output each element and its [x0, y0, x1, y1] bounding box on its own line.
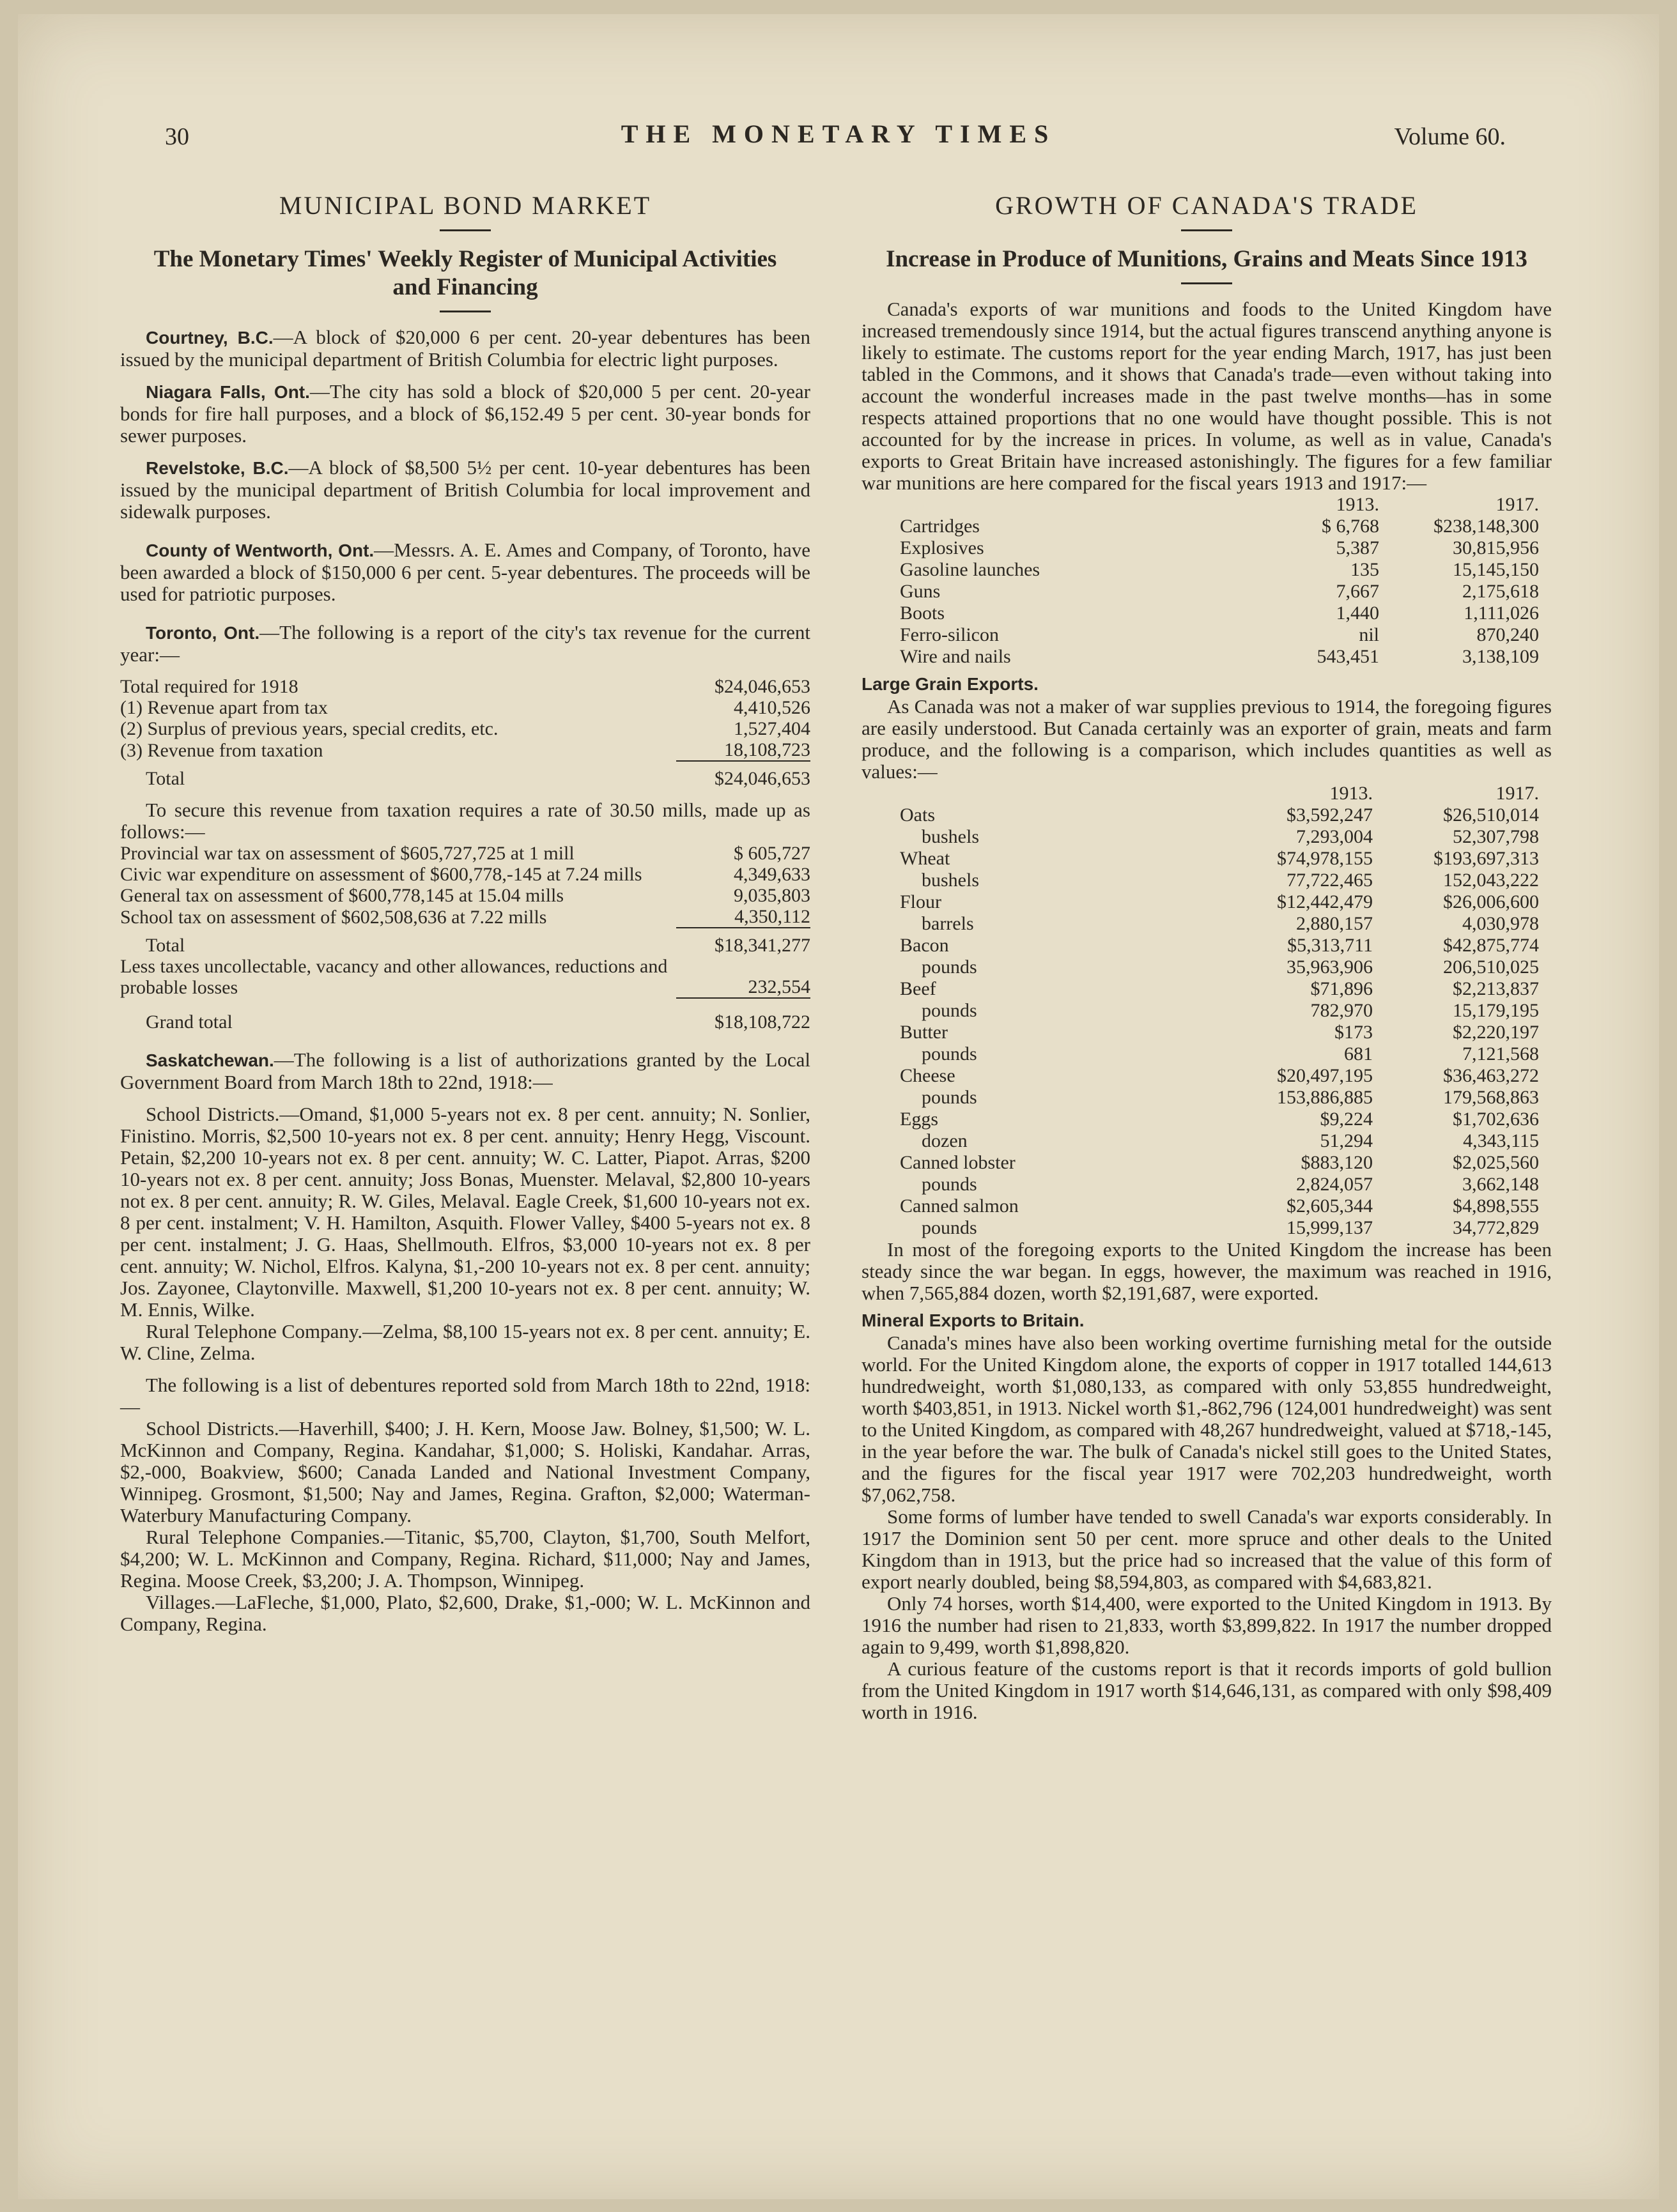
rate-total-amount: $18,341,277 [676, 928, 810, 956]
ledger-label: (3) Revenue from taxation [120, 740, 323, 761]
grain-item: dozen [922, 1130, 968, 1151]
grain-item: Cheese [900, 1065, 955, 1086]
grain-1913-value: 782,970 [1310, 1000, 1373, 1021]
munitions-1917-value: 3,138,109 [1462, 646, 1539, 667]
munitions-row [900, 624, 1539, 646]
grain-1913-value: $12,442,479 [1277, 891, 1373, 912]
subhead-rule [1181, 282, 1232, 284]
rate-label: School tax on assessment of $602,508,636 at 7.22 mills [120, 907, 547, 928]
grain-1917-value: $193,697,313 [1434, 848, 1539, 869]
munitions-item: Guns [900, 581, 941, 602]
grain-1917-value: $2,220,197 [1453, 1022, 1539, 1043]
munitions-1913-value: 7,667 [1336, 581, 1379, 602]
grain-row [900, 1195, 1539, 1217]
news-item: Toronto, Ont.—The following is a report of the city's tax revenue for the current year:— [120, 621, 810, 666]
grain-row [900, 891, 1539, 913]
grain-subhead: Large Grain Exports. [862, 674, 1039, 694]
grain-1917-value: 4,343,115 [1463, 1130, 1539, 1151]
munitions-item: Gasoline launches [900, 559, 1040, 580]
grain-1917-value: $42,875,774 [1443, 935, 1539, 956]
rate-row [120, 885, 810, 906]
grain-item: Canned lobster [900, 1152, 1016, 1173]
grain-1917-value: $36,463,272 [1443, 1065, 1539, 1086]
section-subhead: Increase in Produce of Munitions, Grains and Meats Since 1913 [886, 246, 1527, 272]
grain-row [900, 956, 1539, 978]
grain-1917-value: 152,043,222 [1443, 870, 1539, 891]
munitions-1917-value: 1,111,026 [1464, 603, 1539, 624]
grain-item: Wheat [900, 848, 950, 869]
mineral-text-2: Some forms of lumber have tended to swell Canada's war exports considerably. In 1917 the Dominion sent 50 per cent. more spruce and other deals to the United Kingdom than in 1913, but the price had so increased that the value of this form of export nearly doubled, being $8,594,803, as compared with $4,683,821. [862, 1505, 1552, 1593]
munitions-table [900, 494, 1539, 668]
rate-row [120, 843, 810, 864]
grain-1913-value: $883,120 [1301, 1152, 1373, 1173]
publication-title: THE MONETARY TIMES [621, 119, 1056, 148]
grain-item: Beef [900, 978, 936, 999]
munitions-1913-value: 5,387 [1336, 537, 1379, 558]
grain-1913-value: $5,313,711 [1287, 935, 1373, 956]
grain-row [900, 913, 1539, 935]
grain-row [900, 1174, 1539, 1195]
grain-1913-value: 35,963,906 [1287, 956, 1373, 978]
munitions-1917-value: 15,145,150 [1453, 559, 1539, 580]
ledger-amount: 18,108,723 [724, 739, 810, 760]
grain-1917-value: 15,179,195 [1453, 1000, 1539, 1021]
munitions-1917-value: $238,148,300 [1434, 516, 1539, 537]
ledger-label: (2) Surplus of previous years, special credits, etc. [120, 718, 498, 739]
rate-label: Civic war expenditure on assessment of $600,778,-145 at 7.24 mills [120, 864, 642, 885]
mineral-text-3: Only 74 horses, worth $14,400, were exported to the United Kingdom in 1913. By 1916 the number had risen to 21,833, worth $3,899,822. In 1917 the number dropped again to 9,499, worth $1,898,820. [862, 1592, 1552, 1658]
left-column [120, 185, 810, 1635]
munitions-1917-value: 870,240 [1476, 624, 1539, 645]
rate-text: To secure this revenue from taxation requires a rate of 30.50 mills, made up as follows:— [120, 799, 810, 843]
toronto-revenue-table [120, 676, 810, 789]
grain-1913-value: 51,294 [1320, 1130, 1373, 1151]
munitions-row [900, 646, 1539, 668]
sask-debentures-telephone: Rural Telephone Companies.—Titanic, $5,700, Clayton, $1,700, South Melfort, $4,200; W. L. McKinnon and Company, Regina. Richard, $11,000; Nay and James, Regina. Moose Creek, $3,200; J. A. Thompson, Winnipeg. [120, 1526, 810, 1592]
page-number: 30 [165, 123, 189, 150]
ledger-total-amount: $24,046,653 [676, 761, 810, 789]
mineral-text-1: Canada's mines have also been working overtime furnishing metal for the outside world. For the United Kingdom alone, the exports of copper in 1917 totalled 144,613 hundredweight, worth $1,080,133, as compared with only 53,855 hundredweight, worth $403,851, in 1913. Nickel worth $1,-862,796 (124,001 hundredweight) was sent to the United Kingdom, as compared with 48,267 hundredweight, valued at $718,-145, in the year before the war. The bulk of Canada's nickel still goes to the United States, and the figures for the fiscal year 1917 were 702,203 hundredweight, worth $7,062,758. [862, 1332, 1552, 1506]
grain-col-1913: 1913. [1329, 783, 1373, 804]
sask-school-districts: School Districts.—Omand, $1,000 5-years not ex. 8 per cent. annuity; N. Sonlier, Finistino. Morris, $2,500 10-years not ex. 8 per cent. annuity; Henry Hegg, Viscount. Petain, $2,200 10-years not ex. 8 per cent. annuity; W. C. Latter, Piapot. Arras, $200 10-years not ex. 8 per cent. annuity; Joss Bonas, Muenster. Melaval, $2,800 10-years not ex. 8 per cent. annuity; R. W. Giles, Melaval. Eagle Creek, $1,600 10-years not ex. 8 per cent. instalment; V. H. Hamilton, Asquith. Flower Valley, $400 5-years not ex. 8 per cent. instalment; J. G. Haas, Shellmouth. Elfros, $3,000 10-years not ex. 8 per cent. annuity; W. Nichol, Elfros. Kalyna, $1,-200 10-years not ex. 8 per cent. annuity; Jos. Zayonee, Claytonville. Maxwell, $1,200 10-years not ex. 8 per cent. annuity; W. M. Ennis, Wilke. [120, 1103, 810, 1321]
grain-table [900, 783, 1539, 1239]
munitions-1913-value: 135 [1350, 559, 1379, 580]
sask-debentures-schools: School Districts.—Haverhill, $400; J. H. Kern, Moose Jaw. Bolney, $1,500; W. L. McKinnon and Company, Regina. Kandahar, $1,000; S. Holiski, Kandahar. Arras, $2,-000, Boakview, $600; Canada Landed and National Investment Company, Winnipeg. Grosmont, $1,500; Nay and James, Regina. Grafton, $2,000; Waterman-Waterbury Manufacturing Company. [120, 1417, 810, 1526]
grand-total-label: Grand total [146, 1011, 233, 1033]
rate-amount: 9,035,803 [734, 885, 810, 906]
grain-1913-value: $3,592,247 [1287, 804, 1373, 826]
grain-row [900, 1217, 1539, 1239]
munitions-item: Ferro-silicon [900, 624, 999, 645]
munitions-1913-value: $ 6,768 [1322, 516, 1379, 537]
grain-1917-value: $2,213,837 [1453, 978, 1539, 999]
grain-col-1917: 1917. [1495, 783, 1539, 804]
news-item: Niagara Falls, Ont.—The city has sold a block of $20,000 5 per cent. 20-year bonds for fire hall purposes, and a block of $6,152.49 5 per cent. 30-year bonds for sewer purposes. [120, 380, 810, 447]
grain-row [900, 870, 1539, 891]
munitions-item: Boots [900, 603, 945, 624]
grain-row [900, 826, 1539, 848]
grain-row [900, 978, 1539, 1000]
grain-row [900, 1130, 1539, 1152]
mineral-subhead: Mineral Exports to Britain. [862, 1310, 1085, 1330]
ledger-amount: 1,527,404 [734, 718, 810, 739]
right-column [862, 185, 1552, 1723]
sask-debentures-intro: The following is a list of debentures reported sold from March 18th to 22nd, 1918:— [120, 1374, 810, 1418]
volume-label: Volume 60. [1394, 123, 1506, 150]
toronto-rate-table [120, 843, 810, 1033]
grain-1917-value: 7,121,568 [1462, 1043, 1539, 1064]
news-item: Saskatchewan.—The following is a list of authorizations granted by the Local Government Board from March 18th to 22nd, 1918:— [120, 1048, 810, 1093]
munitions-item: Explosives [900, 537, 984, 558]
grain-1913-value: $2,605,344 [1287, 1195, 1373, 1217]
grain-item: pounds [922, 1043, 977, 1064]
grain-item: pounds [922, 956, 977, 978]
grain-row [900, 1152, 1539, 1174]
rate-row [120, 864, 810, 885]
grain-1913-value: $74,978,155 [1277, 848, 1373, 869]
rate-amount: $ 605,727 [734, 843, 810, 864]
grain-row [900, 1022, 1539, 1043]
ledger-total-label: Total [146, 768, 185, 789]
rate-label: General tax on assessment of $600,778,145 at 15.04 mills [120, 885, 564, 906]
grain-text: As Canada was not a maker of war supplies previous to 1914, the foregoing figures are easily understood. But Canada certainly was an exporter of grain, meats and farm produce, and the following is a comparison, which includes quantities as well as values:— [862, 695, 1552, 783]
grain-row [900, 1087, 1539, 1109]
grain-1917-value: 179,568,863 [1443, 1087, 1539, 1108]
section-subhead: The Monetary Times' Weekly Register of Municipal Activities and Financing [153, 246, 777, 300]
munitions-1913-value: nil [1359, 624, 1379, 645]
rate-total-label: Total [146, 935, 185, 956]
grain-1913-value: 2,824,057 [1296, 1174, 1373, 1195]
less-taxes-label: Less taxes uncollectable, vacancy and other allowances, reductions and probable losses [120, 956, 668, 998]
grain-item: Bacon [900, 935, 949, 956]
grain-1917-value: 34,772,829 [1453, 1217, 1539, 1238]
ledger-row [120, 718, 810, 739]
title-rule [440, 229, 491, 231]
grain-row [900, 1109, 1539, 1130]
rate-amount: 4,350,112 [734, 906, 810, 927]
grain-1913-value: $9,224 [1320, 1109, 1373, 1130]
munitions-row [900, 559, 1539, 581]
grain-1913-value: 2,880,157 [1296, 913, 1373, 934]
ledger-label: Total required for 1918 [120, 676, 298, 697]
grain-item: pounds [922, 1174, 977, 1195]
news-item: County of Wentworth, Ont.—Messrs. A. E. Ames and Company, of Toronto, have been awarded a block of $150,000 6 per cent. 5-year debentures. The proceeds will be used for patriotic purposes. [120, 539, 810, 605]
grain-1917-value: 52,307,798 [1453, 826, 1539, 847]
munitions-1913-value: 543,451 [1317, 646, 1379, 667]
grain-1917-value: 3,662,148 [1462, 1174, 1539, 1195]
grain-1913-value: $71,896 [1310, 978, 1373, 999]
grain-item: pounds [922, 1087, 977, 1108]
grain-1913-value: $20,497,195 [1277, 1065, 1373, 1086]
grain-1917-value: $26,006,600 [1443, 891, 1539, 912]
sask-debentures-villages: Villages.—LaFleche, $1,000, Plato, $2,600, Drake, $1,-000; W. L. McKinnon and Company, Regina. [120, 1591, 810, 1635]
news-item: Courtney, B.C.—A block of $20,000 6 per cent. 20-year debentures has been issued by the municipal department of British Columbia for electric light purposes. [120, 326, 810, 371]
grain-item: bushels [922, 826, 979, 847]
rate-label: Provincial war tax on assessment of $605,727,725 at 1 mill [120, 843, 575, 864]
munitions-col-1917: 1917. [1495, 494, 1539, 515]
subhead-rule [440, 311, 491, 312]
newspaper-page [18, 14, 1659, 2199]
sask-rural-telephone: Rural Telephone Company.—Zelma, $8,100 15-years not ex. 8 per cent. annuity; E. W. Cline, Zelma. [120, 1320, 810, 1364]
rate-amount: 4,349,633 [734, 864, 810, 885]
mineral-text-4: A curious feature of the customs report is that it records imports of gold bullion from the United Kingdom in 1917 worth $14,646,131, as compared with only $98,409 worth in 1916. [862, 1657, 1552, 1723]
grain-1913-value: 15,999,137 [1287, 1217, 1373, 1238]
section-title: MUNICIPAL BOND MARKET [279, 191, 652, 220]
grain-1913-value: 7,293,004 [1296, 826, 1373, 847]
grain-1917-value: 4,030,978 [1462, 913, 1539, 934]
grain-item: Canned salmon [900, 1195, 1019, 1217]
grain-item: Oats [900, 804, 935, 826]
munitions-row [900, 537, 1539, 559]
grand-total-amount: $18,108,722 [676, 998, 810, 1033]
grain-row [900, 1065, 1539, 1087]
trade-intro: Canada's exports of war munitions and foods to the United Kingdom have increased tremendously since 1914, but the actual figures transcend anything anyone is likely to estimate. The customs report for the year ending March, 1917, has just been tabled in the Commons, and it shows that Canada's trade—even without taking into account the wonderful increases made in the past twelve months—has in some respects attained proportions that no one would have thought possible. This is not accounted for by the increase in prices. In volume, as well as in value, Canada's exports to Great Britain have increased astonishingly. The figures for a few familiar war munitions are here compared for the fiscal years 1913 and 1917:— [862, 298, 1552, 494]
grain-1913-value: 681 [1344, 1043, 1373, 1064]
ledger-row [120, 697, 810, 718]
grain-row [900, 935, 1539, 956]
munitions-item: Cartridges [900, 516, 980, 537]
grain-1917-value: $1,702,636 [1453, 1109, 1539, 1130]
grain-1917-value: 206,510,025 [1443, 956, 1539, 978]
grain-row [900, 1043, 1539, 1065]
grain-1917-value: $4,898,555 [1453, 1195, 1539, 1217]
grain-item: Butter [900, 1022, 948, 1043]
grain-1913-value: 77,722,465 [1287, 870, 1373, 891]
munitions-row [900, 603, 1539, 624]
grain-1913-value: $173 [1334, 1022, 1373, 1043]
ledger-amount: $24,046,653 [715, 676, 810, 697]
rate-row [120, 906, 810, 928]
grain-item: pounds [922, 1000, 977, 1021]
news-item: Revelstoke, B.C.—A block of $8,500 5½ per cent. 10-year debentures has been issued by the municipal department of British Columbia for local improvement and sidewalk purposes. [120, 456, 811, 523]
munitions-1917-value: 30,815,956 [1453, 537, 1539, 558]
less-taxes-amount: 232,554 [748, 976, 810, 997]
grain-item: Eggs [900, 1109, 938, 1130]
title-rule [1181, 229, 1232, 231]
grain-item: bushels [922, 870, 979, 891]
page-header [18, 110, 1659, 161]
munitions-row [900, 581, 1539, 603]
ledger-row [120, 676, 810, 697]
ledger-amount: 4,410,526 [734, 697, 810, 718]
grain-row [900, 804, 1539, 826]
munitions-1917-value: 2,175,618 [1462, 581, 1539, 602]
grain-1917-value: $26,510,014 [1443, 804, 1539, 826]
munitions-col-1913: 1913. [1336, 494, 1379, 515]
grain-item: pounds [922, 1217, 977, 1238]
grain-item: Flour [900, 891, 942, 912]
munitions-item: Wire and nails [900, 646, 1011, 667]
grain-item: barrels [922, 913, 974, 934]
section-title: GROWTH OF CANADA'S TRADE [995, 191, 1418, 220]
eggs-text: In most of the foregoing exports to the United Kingdom the increase has been steady since the war began. In eggs, however, the maximum was reached in 1916, when 7,565,884 dozen, worth $2,191,687, were exported. [862, 1238, 1552, 1304]
munitions-row [900, 516, 1539, 537]
grain-row [900, 848, 1539, 870]
munitions-1913-value: 1,440 [1336, 603, 1379, 624]
ledger-row [120, 739, 810, 761]
grain-row [900, 1000, 1539, 1022]
ledger-label: (1) Revenue apart from tax [120, 697, 328, 718]
grain-1917-value: $2,025,560 [1453, 1152, 1539, 1173]
grain-1913-value: 153,886,885 [1277, 1087, 1373, 1108]
